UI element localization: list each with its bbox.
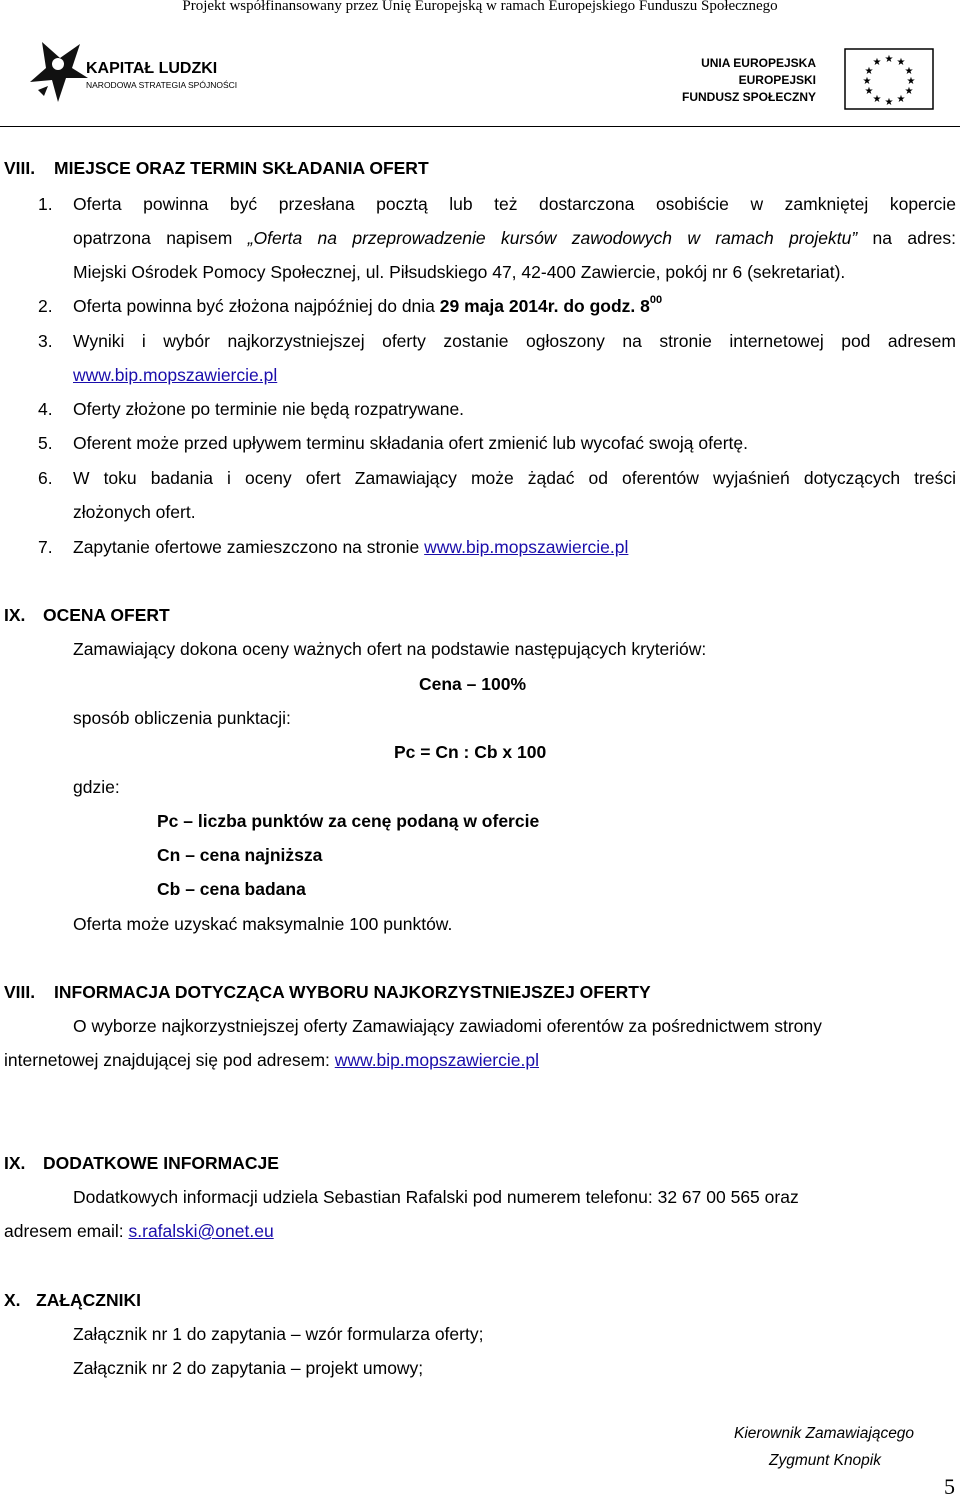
item2-plain: Oferta powinna być złożona najpóźniej do dnia bbox=[73, 296, 440, 316]
item5-number: 5. bbox=[38, 433, 53, 453]
criterion: Cena – 100% bbox=[419, 674, 527, 694]
item7-link[interactable]: www.bip.mopszawiercie.pl bbox=[424, 537, 629, 557]
eu-flag-icon bbox=[844, 48, 934, 110]
item1-line2c: na adres: bbox=[857, 228, 957, 248]
section-info-title: INFORMACJA DOTYCZĄCA WYBORU NAJKORZYSTNIEJSZEJ OFERTY bbox=[54, 982, 651, 1002]
item7-text bbox=[73, 537, 628, 558]
signature-name: Zygmunt Knopik bbox=[769, 1452, 881, 1469]
section-att-number: X. bbox=[4, 1290, 21, 1310]
kapital-ludzki-emblem-icon bbox=[28, 38, 90, 104]
item4-number: 4. bbox=[38, 399, 53, 419]
logo-right-line1: UNIA EUROPEJSKA bbox=[701, 56, 816, 70]
item7-number: 7. bbox=[38, 537, 53, 557]
item6-line2: złożonych ofert. bbox=[73, 502, 196, 522]
svg-text:★: ★ bbox=[896, 94, 906, 105]
section8-title: MIEJSCE ORAZ TERMIN SKŁADANIA OFERT bbox=[54, 158, 429, 178]
email-link[interactable]: s.rafalski@onet.eu bbox=[128, 1221, 274, 1241]
svg-text:★: ★ bbox=[904, 66, 914, 77]
signature-role: Kierownik Zamawiającego bbox=[734, 1425, 915, 1442]
item3-line1: Wyniki i wybór najkorzystniejszej oferty zostanie ogłoszony na stronie internetowej pod adresem bbox=[73, 331, 956, 351]
svg-text:★: ★ bbox=[872, 57, 882, 68]
definition-cn: Cn – cena najniższa bbox=[157, 845, 323, 865]
section8-number: VIII. bbox=[4, 158, 36, 178]
header-title: Projekt współfinansowany przez Unię Europejską w ramach Europejskiego Funduszu Społecznego bbox=[182, 0, 778, 14]
svg-text:★: ★ bbox=[884, 97, 894, 108]
item2-text bbox=[73, 296, 662, 317]
item6-number: 6. bbox=[38, 468, 53, 488]
svg-text:★: ★ bbox=[896, 57, 906, 68]
logo-right-line3: FUNDUSZ SPOŁECZNY bbox=[681, 90, 816, 104]
calc-label: sposób obliczenia punktacji: bbox=[73, 708, 291, 728]
svg-text:★: ★ bbox=[862, 76, 872, 87]
section-extra-line2 bbox=[4, 1221, 274, 1242]
item5-text: Oferent może przed upływem terminu składania ofert zmienić lub wycofać swoją ofertę. bbox=[73, 433, 749, 453]
item2-sup: 00 bbox=[649, 294, 663, 307]
svg-text:★: ★ bbox=[904, 86, 914, 97]
section-att-title: ZAŁĄCZNIKI bbox=[36, 1290, 141, 1310]
item4-text: Oferty złożone po terminie nie będą rozpatrywane. bbox=[73, 399, 465, 419]
svg-text:★: ★ bbox=[906, 76, 916, 87]
item1-title-quote: „Oferta na przeprowadzenie kursów zawodowych w ramach projektu” bbox=[247, 228, 858, 248]
item3-number: 3. bbox=[38, 331, 53, 351]
definition-cb: Cb – cena badana bbox=[157, 879, 306, 899]
section-extra-number: IX. bbox=[4, 1153, 26, 1173]
svg-text:★: ★ bbox=[864, 66, 874, 77]
section9-intro: Zamawiający dokona oceny ważnych ofert na podstawie następujących kryteriów: bbox=[73, 639, 707, 659]
header-divider bbox=[0, 126, 960, 127]
item1-line2a: opatrzona napisem bbox=[73, 228, 248, 248]
section-info-link[interactable]: www.bip.mopszawiercie.pl bbox=[334, 1050, 539, 1070]
definition-pc: Pc – liczba punktów za cenę podaną w ofercie bbox=[157, 811, 540, 831]
kapital-ludzki-logo bbox=[28, 38, 248, 106]
attachment-1: Załącznik nr 1 do zapytania – wzór formularza oferty; bbox=[73, 1324, 484, 1344]
item1-line2 bbox=[73, 228, 956, 249]
unia-europejska-logo bbox=[681, 48, 934, 114]
section-info-number: VIII. bbox=[4, 982, 36, 1002]
item1-line3: Miejski Ośrodek Pomocy Społecznej, ul. Piłsudskiego 47, 42-400 Zawiercie, pokój nr 6 (sekretariat). bbox=[73, 262, 846, 282]
section9-title: OCENA OFERT bbox=[43, 605, 170, 625]
where-label: gdzie: bbox=[73, 777, 120, 797]
item2-deadline: 29 maja 2014r. do godz. 8 bbox=[439, 296, 650, 316]
section9-number: IX. bbox=[4, 605, 26, 625]
formula: Pc = Cn : Cb x 100 bbox=[394, 742, 547, 762]
logo-right-line2: EUROPEJSKI bbox=[738, 73, 816, 87]
page-number: 5 bbox=[944, 1474, 955, 1499]
logo-left-title: KAPITAŁ LUDZKI bbox=[86, 60, 218, 77]
item7-plain: Zapytanie ofertowe zamieszczono na stronie bbox=[73, 537, 425, 557]
svg-text:★: ★ bbox=[884, 54, 894, 65]
section-info-line2-text: internetowej znajdującej się pod adresem: bbox=[4, 1050, 335, 1070]
item6-line1: W toku badania i oceny ofert Zamawiający może żądać od oferentów wyjaśnień dotyczących treści bbox=[73, 468, 956, 488]
logo-left-subtitle: NARODOWA STRATEGIA SPÓJNOŚCI bbox=[86, 80, 238, 90]
section-info-line2 bbox=[4, 1050, 539, 1071]
item3-link[interactable]: www.bip.mopszawiercie.pl bbox=[73, 365, 278, 385]
section-extra-title: DODATKOWE INFORMACJE bbox=[43, 1153, 279, 1173]
attachment-2: Załącznik nr 2 do zapytania – projekt umowy; bbox=[73, 1358, 424, 1378]
item1-number: 1. bbox=[38, 194, 53, 214]
svg-text:★: ★ bbox=[864, 86, 874, 97]
section-extra-line1: Dodatkowych informacji udziela Sebastian Rafalski pod numerem telefonu: 32 67 00 565 oraz bbox=[73, 1187, 799, 1207]
item2-number: 2. bbox=[38, 296, 53, 316]
section-extra-line2-text: adresem email: bbox=[4, 1221, 129, 1241]
item1-line1: Oferta powinna być przesłana pocztą lub też dostarczona osobiście w zamkniętej kopercie bbox=[73, 194, 956, 214]
section-info-line1: O wyborze najkorzystniejszej oferty Zamawiający zawiadomi oferentów za pośrednictwem strony bbox=[73, 1016, 822, 1036]
max-points: Oferta może uzyskać maksymalnie 100 punktów. bbox=[73, 914, 453, 934]
svg-text:★: ★ bbox=[872, 94, 882, 105]
